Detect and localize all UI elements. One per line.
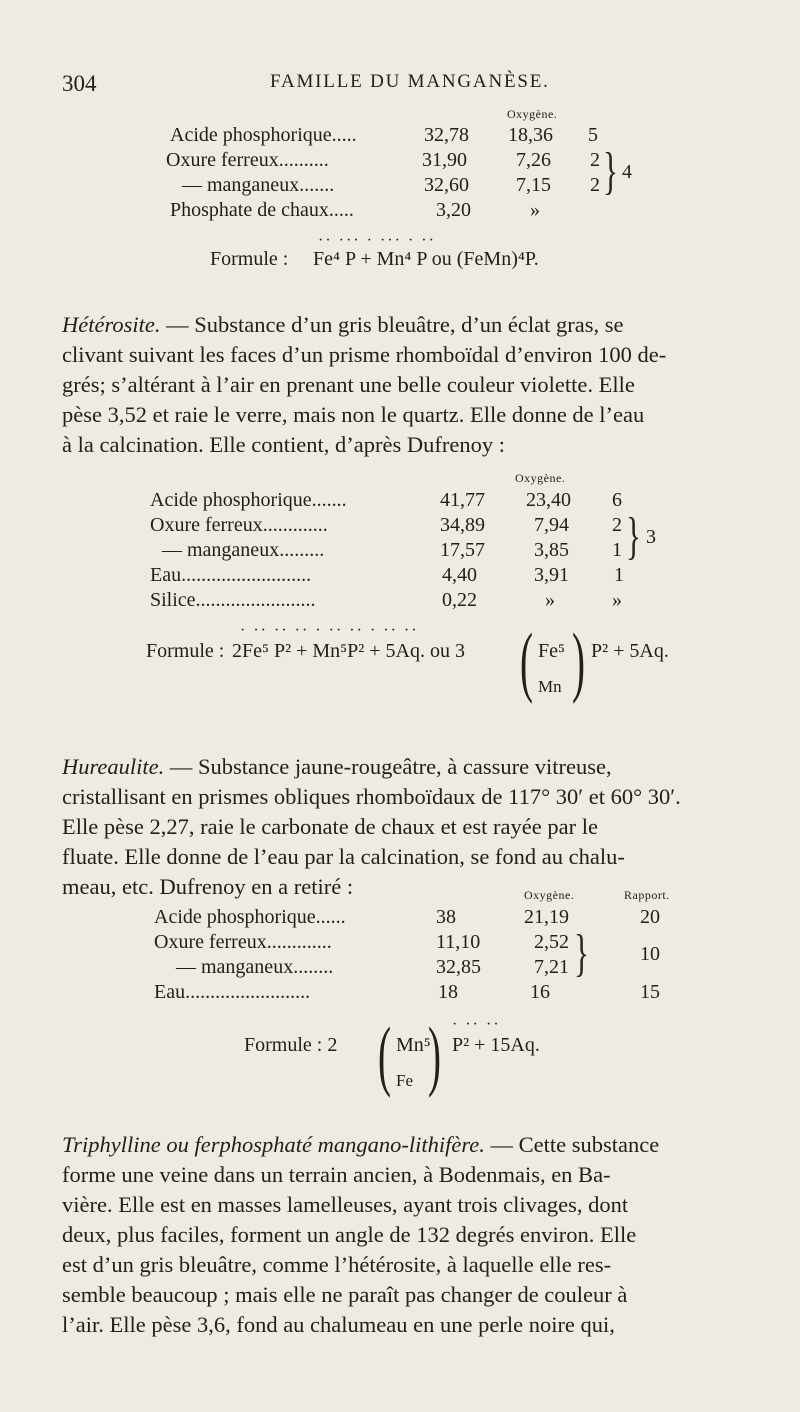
- oxygen-column-header: Oxygène.: [515, 471, 566, 485]
- group-ratio: 3: [646, 526, 656, 548]
- table-row-ratio: 6: [612, 489, 622, 511]
- oxidation-dots-icon: ·· ··· · ··· · ··: [318, 232, 436, 249]
- table-row-value: 3,20: [436, 199, 471, 221]
- text-line: semble beaucoup ; mais elle ne paraît pas changer de couleur à: [62, 1282, 628, 1307]
- group-ratio: 4: [622, 161, 632, 183]
- formula-mn-term: Mn⁵: [396, 1034, 431, 1056]
- table-row-label: Silice........................: [150, 589, 316, 611]
- table-row-value: 18: [438, 981, 458, 1003]
- table-row-value: 17,57: [440, 539, 485, 561]
- formula-heterosite-expression: Fe⁴ P + Mn⁴ P ou (FeMn)⁴P.: [313, 248, 539, 270]
- table-row-value: 32,60: [424, 174, 469, 196]
- oxygen-column-header: Oxygène.: [507, 107, 558, 121]
- table-row-value: 34,89: [440, 514, 485, 536]
- text-line: vière. Elle est en masses lamelleuses, ayant trois clivages, dont: [62, 1192, 629, 1217]
- table-row-oxygen: »: [530, 199, 540, 221]
- table-row-label: — manganeux.........: [162, 539, 325, 561]
- ratio-column-header: Rapport.: [624, 888, 670, 902]
- text-line: est d’un gris bleuâtre, comme l’hétérosite, à laquelle elle res-: [62, 1252, 612, 1277]
- formula-tail: P² + 15Aq.: [452, 1034, 540, 1056]
- table-row-oxygen: 18,36: [508, 124, 553, 146]
- text-line: — Substance jaune-rougeâtre, à cassure vitreuse,: [169, 754, 612, 779]
- oxygen-column-header: Oxygène.: [524, 888, 575, 902]
- table-row-value: 11,10: [436, 931, 481, 953]
- table-row-label: Oxure ferreux.............: [150, 514, 328, 536]
- text-line: — Substance d’un gris bleuâtre, d’un éclat gras, se: [166, 312, 624, 337]
- table-row-label: Acide phosphorique.....: [170, 124, 357, 146]
- table-row-label: — manganeux........: [176, 956, 334, 978]
- text-line: Elle pèse 2,27, raie le carbonate de chaux et est rayée par le: [62, 814, 598, 839]
- formula-mn-term: Mn: [538, 677, 562, 696]
- left-paren-icon: (: [378, 1011, 391, 1098]
- table-row-ratio: 2: [612, 514, 622, 536]
- right-paren-icon: ): [428, 1011, 441, 1098]
- table-row-oxygen: 21,19: [524, 906, 569, 928]
- term-hureaulite: Hureaulite.: [62, 754, 165, 779]
- table-row-ratio: 2: [590, 174, 600, 196]
- table-row-label: Oxure ferreux.............: [154, 931, 332, 953]
- table-row-value: 4,40: [442, 564, 477, 586]
- table-row-oxygen: 3,85: [534, 539, 569, 561]
- table-row-oxygen: 3,91: [534, 564, 569, 586]
- table-row-label: Acide phosphorique.......: [150, 489, 347, 511]
- table-row-oxygen: 2,52: [534, 931, 569, 953]
- formula-hydrated-expression: 2Fe⁵ P² + Mn⁵P² + 5Aq. ou 3: [232, 640, 465, 662]
- text-line: clivant suivant les faces d’un prisme rhomboïdal d’environ 100 de-: [62, 342, 667, 367]
- page-number: 304: [62, 71, 97, 96]
- text-line: grés; s’altérant à l’air en prenant une belle couleur violette. Elle: [62, 372, 635, 397]
- formula-fe-term: Fe⁵: [538, 640, 565, 662]
- table-row-ratio: »: [612, 589, 622, 611]
- text-line: fluate. Elle donne de l’eau par la calcination, se fond au chalu-: [62, 844, 625, 869]
- left-paren-icon: (: [520, 617, 533, 704]
- oxidation-dots-icon: · ·· ·· ·· · ·· ·· · ·· ··: [240, 622, 419, 639]
- table-row-ratio: 20: [640, 906, 660, 928]
- table-row-label: — manganeux.......: [182, 174, 335, 196]
- text-line: forme une veine dans un terrain ancien, à Bodenmais, en Ba-: [62, 1162, 611, 1187]
- table-row-oxygen: 7,21: [534, 956, 569, 978]
- text-line: à la calcination. Elle contient, d’après Dufrenoy :: [62, 432, 505, 457]
- formula-label: Formule :: [210, 248, 289, 270]
- table-row-value: 32,78: [424, 124, 469, 146]
- formula-label: Formule : 2: [244, 1034, 338, 1056]
- running-title: FAMILLE DU MANGANÈSE.: [270, 71, 550, 92]
- table-row-label: Eau..........................: [150, 564, 312, 586]
- table-row-ratio: 15: [640, 981, 660, 1003]
- paragraph-heterosite: [62, 310, 768, 460]
- table-row-value: 0,22: [442, 589, 477, 611]
- table-row-label: Eau.........................: [154, 981, 311, 1003]
- table-row-ratio: 1: [612, 539, 622, 561]
- formula-tail: P² + 5Aq.: [591, 640, 669, 662]
- table-row-value: 41,77: [440, 489, 485, 511]
- table-row-oxygen: 7,26: [516, 149, 551, 171]
- table-row-ratio: 1: [614, 564, 624, 586]
- formula-label: Formule :: [146, 640, 225, 662]
- table-row-oxygen: 7,15: [516, 174, 551, 196]
- group-ratio: 10: [640, 943, 660, 965]
- text-line: meau, etc. Dufrenoy en a retiré :: [62, 874, 354, 899]
- right-brace-icon: }: [603, 143, 618, 200]
- text-line: cristallisant en prismes obliques rhomboïdaux de 117° 30′ et 60° 30′.: [62, 784, 681, 809]
- table-row-oxygen: 23,40: [526, 489, 571, 511]
- paragraph-triphylline: [62, 1130, 768, 1340]
- table-row-ratio: 5: [588, 124, 598, 146]
- table-row-label: Phosphate de chaux.....: [170, 199, 354, 221]
- right-paren-icon: ): [572, 617, 585, 704]
- table-row-oxygen: »: [545, 589, 555, 611]
- text-line: — Cette substance: [490, 1132, 660, 1157]
- term-triphylline: Triphylline ou ferphosphaté mangano-lithifère.: [62, 1132, 485, 1157]
- table-row-value: 32,85: [436, 956, 481, 978]
- table-row-label: Oxure ferreux..........: [166, 149, 329, 171]
- text-line: deux, plus faciles, forment un angle de 132 degrés environ. Elle: [62, 1222, 637, 1247]
- right-brace-icon: }: [626, 508, 641, 565]
- oxidation-dots-icon: · ·· ··: [452, 1016, 501, 1033]
- table-row-value: 38: [436, 906, 456, 928]
- formula-fe-term: Fe: [396, 1071, 413, 1090]
- right-brace-icon: }: [574, 925, 589, 982]
- text-line: pèse 3,52 et raie le verre, mais non le quartz. Elle donne de l’eau: [62, 402, 645, 427]
- term-heterosite: Hétérosite.: [62, 312, 161, 337]
- table-row-ratio: 2: [590, 149, 600, 171]
- table-row-value: 31,90: [422, 149, 467, 171]
- table-row-oxygen: 7,94: [534, 514, 569, 536]
- table-row-label: Acide phosphorique......: [154, 906, 346, 928]
- paragraph-hureaulite: [62, 752, 768, 902]
- table-row-oxygen: 16: [530, 981, 550, 1003]
- text-line: l’air. Elle pèse 3,6, fond au chalumeau en une perle noire qui,: [62, 1312, 615, 1337]
